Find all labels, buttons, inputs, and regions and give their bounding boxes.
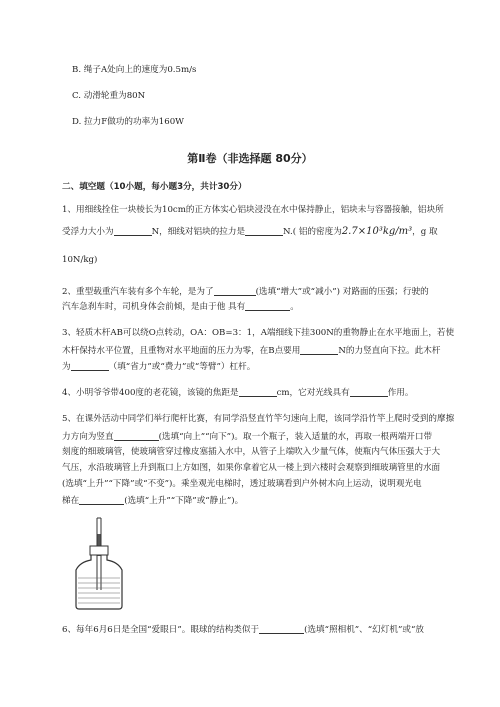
q5-line5 (62, 478, 422, 490)
q5-line4: 气压，水沿玻璃管上升到瓶口上方如图，如果你拿着它从一楼上到六楼时会观察到细玻璃管里的水面 (62, 463, 441, 473)
q3-text-a: 木杆保持水平位置，且重物对水平地面的压力为零，在B点要用 (62, 346, 301, 356)
q5-text-e: (选填“上升”“下降”或“静止”)。 (124, 496, 244, 506)
q4-text-b: cm，它对光线具有 (276, 388, 350, 398)
q1-text-d: ，g 取 (412, 227, 438, 237)
q2-line2 (62, 300, 299, 313)
q4-blank-2[interactable] (350, 386, 388, 397)
q6-text-b: (选填“照相机”、“幻灯机”或“放 (304, 625, 424, 635)
q2-text-b: (选填“增大”或“减小”) 对路面的压强；行驶的 (255, 287, 429, 297)
bottle-diagram (70, 516, 130, 612)
q2-blank-1[interactable] (214, 285, 256, 296)
q5-blank-3[interactable] (79, 494, 124, 505)
q6-text-a: 6、每年6月6日是全国“爱眼日”。眼球的结构类似于 (62, 625, 260, 635)
q4-text-c: 作用。 (387, 388, 414, 398)
option-c: C. 动滑轮重为80N (72, 91, 146, 101)
q5-line1: 5、在课外活动中同学们举行爬杆比赛，有同学沿竖直竹竿匀速向上爬，该同学沿竹竿上爬时受到的摩擦 (62, 414, 455, 424)
q1-line2 (62, 225, 438, 238)
q2-text-d: 。 (290, 302, 299, 312)
q3-line2 (62, 344, 440, 357)
q4-blank-1[interactable] (239, 386, 277, 397)
q2-text-a: 2、重型载重汽车装有多个车轮，是为了 (62, 287, 214, 297)
part-title: 第Ⅱ卷（非选择题 80分） (187, 152, 313, 165)
q3-text-c: 为 (62, 362, 71, 372)
section-title: 二、填空题（10小题，每小题3分，共计30分） (62, 182, 247, 192)
q1-line1: 1、用细线拴住一块棱长为10cm的正方体实心铝块浸没在水中保持静止，铝块未与容器接触，铝块所 (62, 205, 444, 215)
q2-line1 (62, 285, 429, 298)
q3-line3 (62, 360, 255, 373)
q5-blank-1[interactable] (114, 430, 159, 441)
option-d: D. 拉力F做功的功率为160W (72, 117, 184, 127)
q5-text-b: (选填“向上”“向下”)。取一个瓶子，装入适量的水，再取一根两端开口带 (158, 432, 433, 442)
q1-blank-2[interactable] (245, 225, 283, 236)
q5-line2 (62, 430, 432, 443)
q5-text-d: 梯在 (62, 496, 80, 506)
q5-line3: 刻度的细玻璃管，使玻璃管穿过橡皮塞插入水中，从管子上端吹入少量气体，使瓶内气体压强大于大 (62, 447, 441, 457)
q3-line1: 3、轻质木杆AB可以绕O点转动，OA：OB=3：1，A端细线下挂300N的重物静止在水平地面上，若使 (62, 328, 455, 338)
q1-line3: 10N/kg) (62, 255, 98, 265)
q6-blank-1[interactable] (259, 623, 304, 634)
option-b: B. 绳子A处向上的速度为0.5m/s (72, 65, 197, 75)
q3-blank-1[interactable] (300, 344, 338, 355)
q1-blank-1[interactable] (114, 225, 152, 236)
q3-text-b: N的力竖直向下拉。此木杆 (338, 346, 441, 356)
q5-text-c: (选填“上升”“下降”或“不变”)。乘坐观光电梯时，透过玻璃看到户外树木向上运动，说明观光电 (62, 479, 422, 489)
q3-text-d: （填“省力”或“费力”或“等臂”）杠杆。 (108, 362, 256, 372)
q4-line (62, 386, 413, 399)
q5-line6 (62, 494, 243, 507)
q4-text-a: 4、小明爷爷带400度的老花镜，该镜的焦距是 (62, 388, 239, 398)
rubber-stopper (90, 546, 108, 555)
bottle (76, 555, 122, 609)
q6-line (62, 623, 424, 636)
q1-text-b: N，细线对铝块的拉力是 (151, 227, 246, 237)
q2-text-c: 汽车急刹车时，司机身体会前倾，是由于他 具有 (62, 302, 246, 312)
bottle-water (78, 578, 120, 603)
q1-text-c: N.( 铝的密度为 (283, 227, 342, 237)
q2-blank-2[interactable] (245, 300, 290, 311)
q1-text-a: 受浮力大小为 (62, 227, 114, 237)
aluminum-density-formula: 2.7×10³kg/m³ (341, 226, 413, 237)
q3-blank-2[interactable] (71, 360, 109, 371)
q5-text-a: 力方向为竖直 (62, 432, 114, 442)
